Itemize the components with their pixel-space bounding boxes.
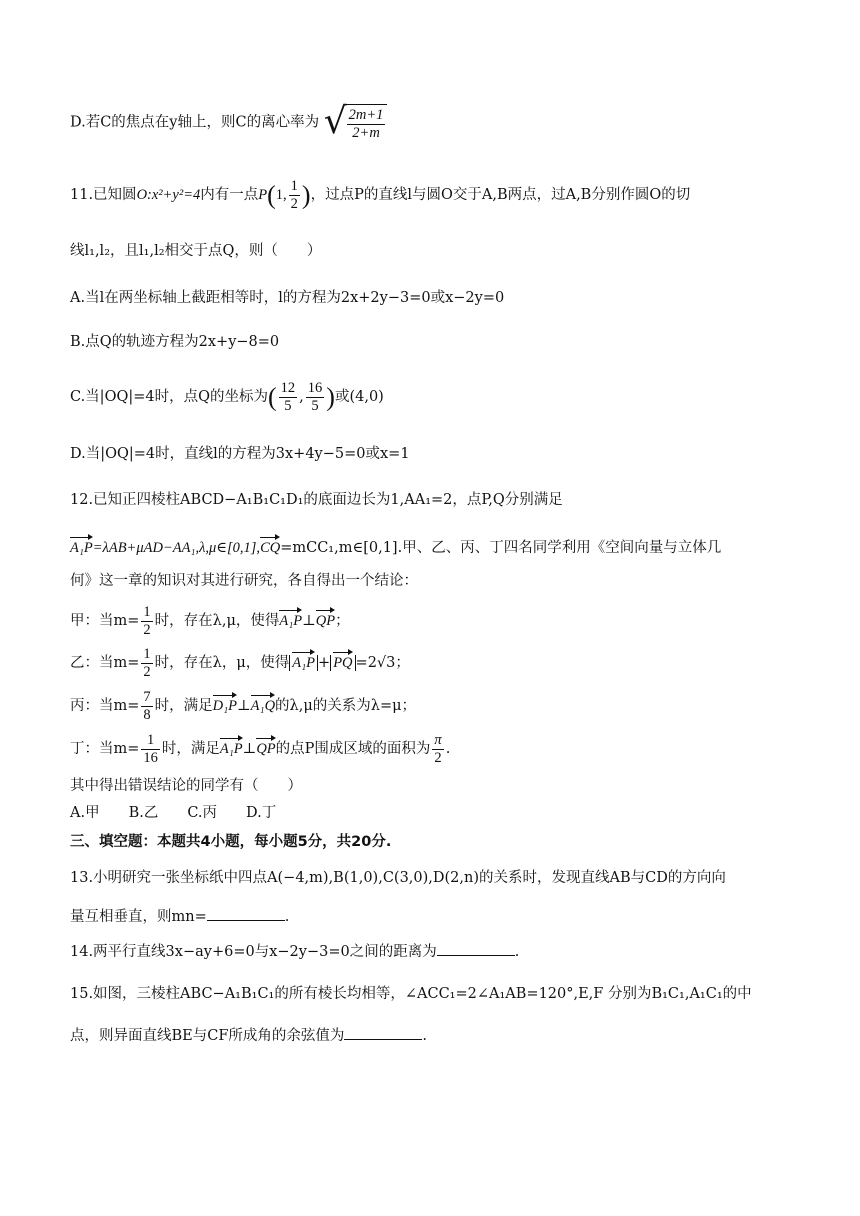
q15-line2-text: 点，则异面直线BE与CF所成角的余弦值为 xyxy=(70,1028,345,1044)
q11-option-d: D.当|OQ|=4时，直线l的方程为3x+4y−5=0或x=1 xyxy=(70,446,410,462)
q11-option-b: B.点Q的轨迹方程为2x+y−8=0 xyxy=(70,334,280,350)
q12-stem-line1: 12.已知正四棱柱ABCD−A₁B₁C₁D₁的底面边长为1,AA₁=2，点P,Q分别满足 xyxy=(70,492,563,508)
q11-stem-b: 内有一点 xyxy=(200,187,259,204)
q13-line2-text: 量互相垂直，则mn= xyxy=(70,909,207,925)
sqrt-expression: √ $\frac{2m+1}{2+m}$ xyxy=(324,104,388,141)
q12-stem2-b: =λAB+μAD−AA₁,λ,μ∈[0,1], xyxy=(92,540,261,556)
q13-line1: 13.小明研究一张坐标纸中四点A(−4,m),B(1,0),C(3,0),D(2,n)的关系时，发现直线AB与CD的方向向 xyxy=(70,870,726,886)
q11-circle-equation: O:x²+y²=4 xyxy=(136,187,201,204)
q12-stem-line3: 何》这一章的知识对其进行研究，各自得出一个结论： xyxy=(70,573,418,589)
q12-yi: 乙：当m= $\frac{1}{2}$ 时，存在λ，μ，使得 A₁P + PQ =2√3； xyxy=(70,646,410,680)
q11-stem-a: 11.已知圆 xyxy=(70,187,137,204)
q15-line1: 15.如图，三棱柱ABC−A₁B₁C₁的所有棱长均相等，∠ACC₁=2∠A₁AB=120°,E,F 分别为B₁C₁,A₁C₁的中 xyxy=(70,986,752,1002)
q13-line2-end: . xyxy=(284,909,290,925)
vector-cq: CQ xyxy=(260,540,281,556)
sqrt-denominator: 2+m xyxy=(352,124,380,141)
q11-stem-line2: 线l₁,l₂，且l₁,l₂相交于点Q，则（ ） xyxy=(70,243,322,259)
vector-pq: PQ xyxy=(333,655,353,672)
q12-ask: 其中得出错误结论的同学有（ ） xyxy=(70,778,302,794)
q11-stem-c: ，过点P的直线l与圆O交于A,B两点，过A,B分别作圆O的切 xyxy=(310,187,691,204)
q14-answer-blank[interactable] xyxy=(437,941,515,956)
q14-end: . xyxy=(514,944,520,960)
q12-ding xyxy=(70,732,450,766)
q11-point-y-num: 1 xyxy=(290,178,298,194)
vector-a1p: A₁P xyxy=(70,540,93,556)
q11-c-frac1-den: 5 xyxy=(284,397,292,414)
q12-ding-num: 1 xyxy=(141,732,160,750)
q13-line2 xyxy=(70,906,289,926)
q12-bing-num: 7 xyxy=(143,689,151,705)
q12-ding-a: 丁：当m= xyxy=(70,741,140,758)
q12-ding-e: . xyxy=(445,741,451,758)
q10-option-d xyxy=(70,101,387,142)
q11-c-frac2-den: 5 xyxy=(311,397,319,414)
q12-jia-d: ； xyxy=(335,613,350,630)
q12-yi-c: =2√3； xyxy=(355,655,410,672)
q12-jia-den: 2 xyxy=(143,621,151,638)
sqrt-numerator: 2m+1 xyxy=(348,107,384,123)
q12-bing-perp: ⊥ xyxy=(237,698,251,715)
q14-line xyxy=(70,941,519,961)
q12-stem-line2 xyxy=(70,540,721,557)
q14-text: 14.两平行直线3x−ay+6=0与x−2y−3=0之间的距离为 xyxy=(70,944,437,960)
q15-line2-end: . xyxy=(422,1028,428,1044)
q11-option-c-tail: 或(4,0) xyxy=(334,389,384,406)
vector-qp: QP xyxy=(315,613,336,630)
q12-ding-b: 时，满足 xyxy=(161,741,220,758)
q12-yi-b: 时，存在λ，μ，使得 xyxy=(154,655,290,672)
vector-a1p: A₁P xyxy=(292,655,316,672)
q12-jia-b: 时，存在λ,μ，使得 xyxy=(154,613,280,630)
q12-ding-perp: ⊥ xyxy=(242,741,257,758)
section-heading: 三、填空题：本题共4小题，每小题5分，共20分. xyxy=(70,834,392,850)
vector-d1p: D₁P xyxy=(212,698,238,715)
q12-bing-den: 8 xyxy=(143,706,151,723)
q12-yi-num: 1 xyxy=(143,646,151,662)
q12-jia-num: 1 xyxy=(143,604,151,620)
q12-stem2-c: =mCC₁,m∈[0,1].甲、乙、丙、丁四名同学利用《空间向量与立体几 xyxy=(280,540,722,556)
q11-stem-line1: 11.已知圆O:x²+y²=4内有一点P(1, $\frac{1}{2}$ )，过点P的直线l与圆O交于A,B两点，过A,B分别作圆O的切 xyxy=(70,178,691,212)
q15-line2 xyxy=(70,1025,427,1045)
vector-a1q: A₁Q xyxy=(250,698,276,715)
q11-point-x: 1, xyxy=(275,187,287,204)
q15-answer-blank[interactable] xyxy=(344,1025,422,1040)
q12-bing-b: 时，满足 xyxy=(154,698,213,715)
vector-qp: QP xyxy=(256,741,276,758)
vector-a1p: A₁P xyxy=(219,741,243,758)
q12-ding-d: 的点P围成区域的面积为 xyxy=(275,741,431,758)
q12-bing-d: 的λ,μ的关系为λ=μ； xyxy=(275,698,417,715)
q11-option-a: A.当l在两坐标轴上截距相等时，l的方程为2x+2y−3=0或x−2y=0 xyxy=(70,290,505,306)
q11-option-c: C.当|OQ|=4时，点Q的坐标为( $\frac{12}{5}$ , $\frac{16}{5}$ )或(4,0) xyxy=(70,380,384,414)
q12-ding-den: 16 xyxy=(143,749,158,766)
q12-ding-pi-num: π xyxy=(434,732,442,748)
q13-answer-blank[interactable] xyxy=(207,906,285,921)
q11-point-label: P xyxy=(258,187,268,204)
q11-option-c-text: C.当|OQ|=4时，点Q的坐标为 xyxy=(70,389,268,406)
q12-jia-perp: ⊥ xyxy=(302,613,316,630)
q12-jia xyxy=(70,604,350,638)
q12-options: A.甲 B.乙 C.丙 D.丁 xyxy=(70,805,277,821)
q12-bing xyxy=(70,689,416,723)
q11-point-y-den: 2 xyxy=(290,195,298,212)
q11-c-frac2-num: 16 xyxy=(307,380,323,396)
q11-c-frac1-num: 12 xyxy=(280,380,296,396)
q12-jia-a: 甲：当m= xyxy=(70,613,140,630)
q12-bing-a: 丙：当m= xyxy=(70,698,140,715)
q10-option-d-text: D.若C的焦点在y轴上，则C的离心率为 xyxy=(70,114,320,131)
vector-a1p: A₁P xyxy=(279,613,303,630)
q12-yi-den: 2 xyxy=(143,663,151,680)
q12-yi-a: 乙：当m= xyxy=(70,655,140,672)
q12-ding-pi-den: 2 xyxy=(434,749,442,766)
